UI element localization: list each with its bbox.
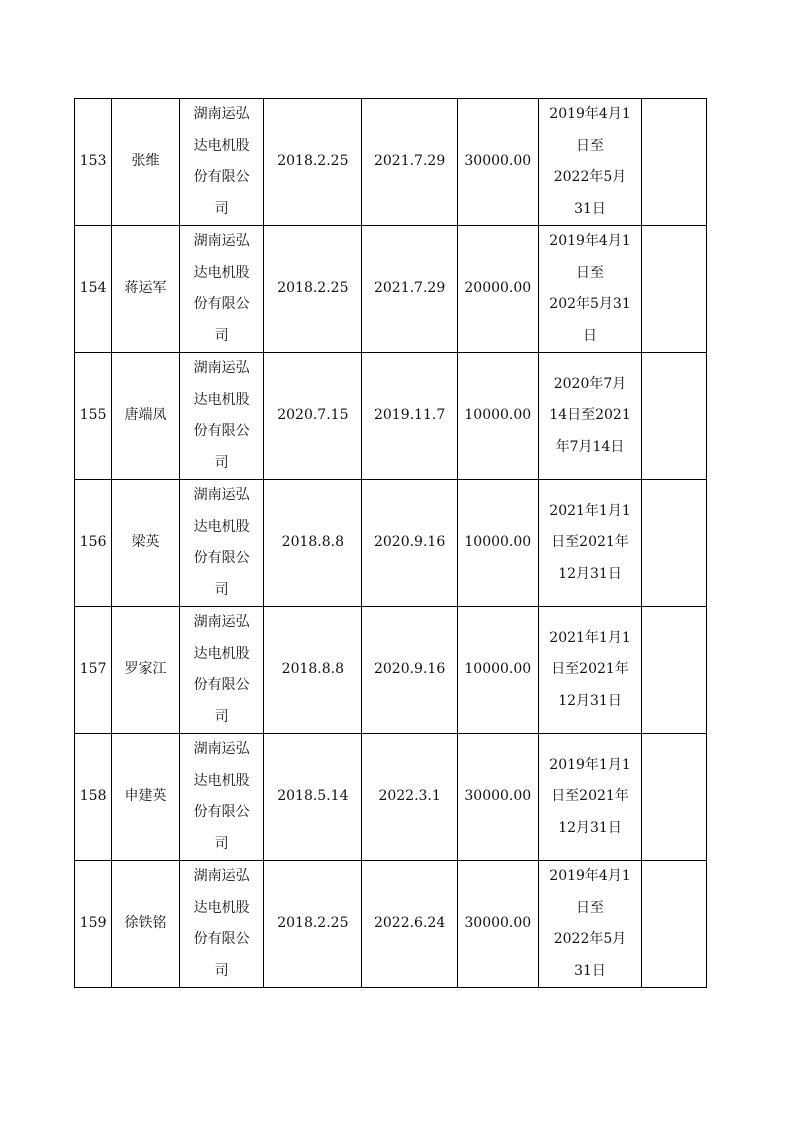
period: 2019年1月1 日至2021年 12月31日 — [538, 734, 642, 861]
end-date: 2022.3.1 — [362, 734, 458, 861]
period: 2021年1月1 日至2021年 12月31日 — [538, 480, 642, 607]
amount: 30000.00 — [457, 861, 538, 988]
remark — [642, 607, 707, 734]
start-date: 2018.2.25 — [264, 99, 362, 226]
company-name: 湖南运弘 达电机股 份有限公 司 — [179, 607, 264, 734]
table-body — [75, 99, 707, 988]
person-name: 蒋运军 — [112, 226, 180, 353]
person-name: 张维 — [112, 99, 180, 226]
remark — [642, 226, 707, 353]
amount: 20000.00 — [457, 226, 538, 353]
person-name: 罗家江 — [112, 607, 180, 734]
period: 2019年4月1 日至 202年5月31 日 — [538, 226, 642, 353]
person-name: 唐端凤 — [112, 353, 180, 480]
amount: 10000.00 — [457, 480, 538, 607]
company-name: 湖南运弘 达电机股 份有限公 司 — [179, 861, 264, 988]
start-date: 2018.5.14 — [264, 734, 362, 861]
end-date: 2019.11.7 — [362, 353, 458, 480]
table-row — [75, 861, 707, 988]
start-date: 2020.7.15 — [264, 353, 362, 480]
table-row — [75, 480, 707, 607]
row-number: 158 — [75, 734, 112, 861]
end-date: 2021.7.29 — [362, 226, 458, 353]
person-name: 申建英 — [112, 734, 180, 861]
end-date: 2020.9.16 — [362, 607, 458, 734]
remark — [642, 861, 707, 988]
end-date: 2021.7.29 — [362, 99, 458, 226]
company-name: 湖南运弘 达电机股 份有限公 司 — [179, 353, 264, 480]
company-name: 湖南运弘 达电机股 份有限公 司 — [179, 734, 264, 861]
amount: 30000.00 — [457, 734, 538, 861]
row-number: 159 — [75, 861, 112, 988]
period: 2019年4月1 日至 2022年5月 31日 — [538, 861, 642, 988]
start-date: 2018.2.25 — [264, 861, 362, 988]
company-name: 湖南运弘 达电机股 份有限公 司 — [179, 226, 264, 353]
row-number: 156 — [75, 480, 112, 607]
table-row — [75, 226, 707, 353]
company-name: 湖南运弘 达电机股 份有限公 司 — [179, 99, 264, 226]
row-number: 154 — [75, 226, 112, 353]
remark — [642, 99, 707, 226]
person-name: 徐铁铭 — [112, 861, 180, 988]
period: 2020年7月 14日至2021 年7月14日 — [538, 353, 642, 480]
row-number: 155 — [75, 353, 112, 480]
end-date: 2020.9.16 — [362, 480, 458, 607]
data-table — [74, 98, 707, 988]
amount: 30000.00 — [457, 99, 538, 226]
remark — [642, 734, 707, 861]
period: 2019年4月1 日至 2022年5月 31日 — [538, 99, 642, 226]
row-number: 157 — [75, 607, 112, 734]
remark — [642, 480, 707, 607]
start-date: 2018.8.8 — [264, 607, 362, 734]
end-date: 2022.6.24 — [362, 861, 458, 988]
table-row — [75, 353, 707, 480]
table-row — [75, 734, 707, 861]
start-date: 2018.2.25 — [264, 226, 362, 353]
person-name: 梁英 — [112, 480, 180, 607]
amount: 10000.00 — [457, 353, 538, 480]
row-number: 153 — [75, 99, 112, 226]
period: 2021年1月1 日至2021年 12月31日 — [538, 607, 642, 734]
amount: 10000.00 — [457, 607, 538, 734]
table-row — [75, 99, 707, 226]
remark — [642, 353, 707, 480]
start-date: 2018.8.8 — [264, 480, 362, 607]
table-row — [75, 607, 707, 734]
company-name: 湖南运弘 达电机股 份有限公 司 — [179, 480, 264, 607]
